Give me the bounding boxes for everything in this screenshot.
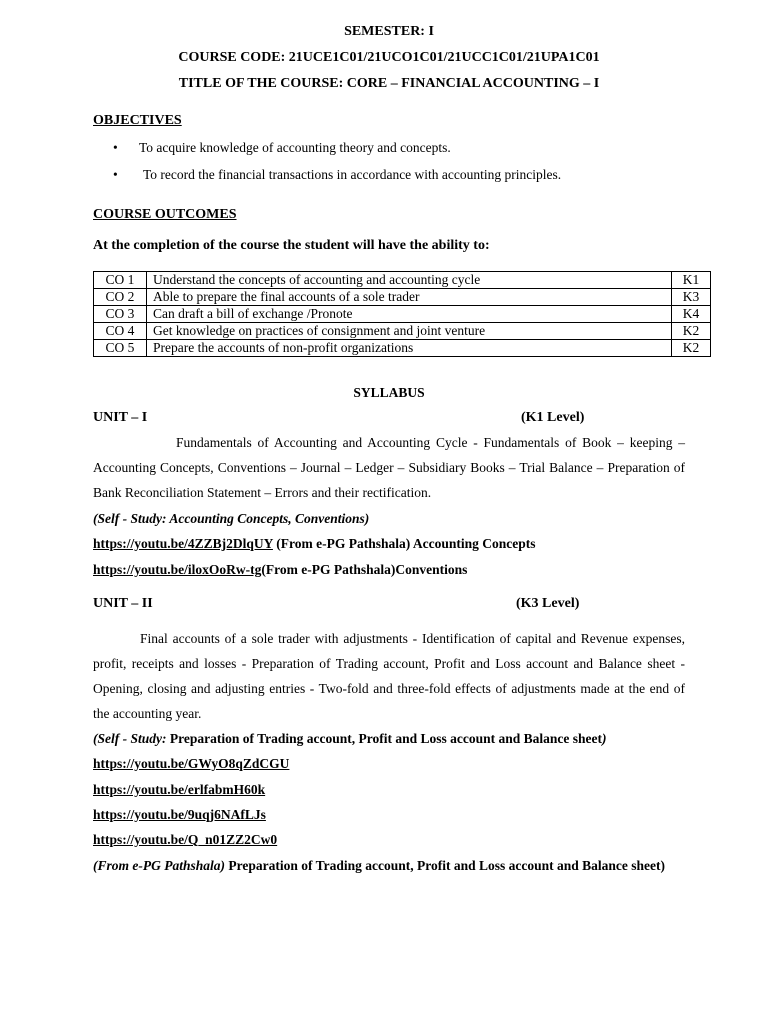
co-description: Can draft a bill of exchange /Pronote xyxy=(147,306,672,323)
co-description: Understand the concepts of accounting and accounting cycle xyxy=(147,272,672,289)
unit-1-link-row-2 xyxy=(93,562,467,578)
unit-2-title: UNIT – II xyxy=(93,596,153,611)
objective-item xyxy=(113,167,561,183)
unit-1-self-study: (Self - Study: Accounting Concepts, Conventions) xyxy=(93,511,370,526)
youtube-link[interactable]: https://youtu.be/9uqj6NAfLJs xyxy=(93,807,266,822)
table-row xyxy=(94,306,711,323)
unit-2-self-study: (Self - Study: Preparation of Trading account, Profit and Loss account and Balance sheet) xyxy=(93,731,607,746)
epg-label: (From e-PG Pathshala) xyxy=(93,858,226,873)
unit-1-heading xyxy=(93,410,685,426)
link-note: (From e-PG Pathshala)Conventions xyxy=(261,562,468,577)
co-id: CO 1 xyxy=(94,272,147,289)
table-row xyxy=(94,289,711,306)
objective-item xyxy=(113,140,451,156)
unit-1-title: UNIT – I xyxy=(93,410,148,425)
youtube-link[interactable]: https://youtu.be/erlfabmH60k xyxy=(93,782,266,797)
semester-heading: SEMESTER: I xyxy=(344,24,434,39)
table-row xyxy=(94,272,711,289)
table-row xyxy=(94,323,711,340)
outcomes-intro: At the completion of the course the student will have the ability to: xyxy=(93,238,490,253)
unit-1-link-row-1 xyxy=(93,536,536,552)
k-level: K1 xyxy=(672,272,711,289)
unit-2-epg-note xyxy=(93,853,685,878)
unit-1-content: Fundamentals of Accounting and Accounting Cycle - Fundamentals of Book – keeping – Accounting Concepts, Conventions – Journal – Ledger – Subsidiary Books – Trial Balance – Preparation of Bank Reconciliation Statement – Errors and their rectification. xyxy=(93,435,685,500)
unit-1-level: (K1 Level) xyxy=(521,410,585,425)
co-description: Prepare the accounts of non-profit organizations xyxy=(147,340,672,357)
youtube-link[interactable]: https://youtu.be/4ZZBj2DlqUY xyxy=(93,536,273,551)
course-outcomes-table xyxy=(93,271,711,357)
unit-2-level: (K3 Level) xyxy=(516,596,580,611)
k-level: K4 xyxy=(672,306,711,323)
co-id: CO 5 xyxy=(94,340,147,357)
epg-text: Preparation of Trading account, Profit and Loss account and Balance sheet) xyxy=(225,858,666,873)
table-row xyxy=(94,340,711,357)
self-study-label: Self - Study: xyxy=(97,731,167,746)
youtube-link[interactable]: https://youtu.be/Q_n01ZZ2Cw0 xyxy=(93,832,278,847)
course-outcomes-title: COURSE OUTCOMES xyxy=(93,207,237,222)
syllabus-title: SYLLABUS xyxy=(353,385,425,400)
unit-2-content: Final accounts of a sole trader with adjustments - Identification of capital and Revenue expenses, profit, receipts and losses - Preparation of Trading account, Profit and Loss account and Balance sheet - Opening, closing and adjusting entries - Two-fold and three-fold effects of adjustments made at the end of the accounting year. xyxy=(93,631,685,721)
co-id: CO 4 xyxy=(94,323,147,340)
objectives-title: OBJECTIVES xyxy=(93,113,182,128)
objective-text: To record the financial transactions in accordance with accounting principles. xyxy=(143,167,562,182)
co-id: CO 2 xyxy=(94,289,147,306)
link-note: (From e-PG Pathshala) Accounting Concepts xyxy=(272,536,536,551)
bullet-icon: • xyxy=(113,167,118,182)
course-code-heading: COURSE CODE: 21UCE1C01/21UCO1C01/21UCC1C01/21UPA1C01 xyxy=(178,50,600,65)
bullet-icon: • xyxy=(113,140,118,155)
self-study-text: Preparation of Trading account, Profit and Loss account and Balance sheet xyxy=(166,731,603,746)
objective-text: To acquire knowledge of accounting theory and concepts. xyxy=(139,140,451,155)
youtube-link[interactable]: https://youtu.be/GWyO8qZdCGU xyxy=(93,756,290,771)
co-id: CO 3 xyxy=(94,306,147,323)
youtube-link[interactable]: https://youtu.be/iloxOoRw-tg xyxy=(93,562,262,577)
co-description: Able to prepare the final accounts of a sole trader xyxy=(147,289,672,306)
course-title-heading: TITLE OF THE COURSE: CORE – FINANCIAL ACCOUNTING – I xyxy=(178,76,600,91)
k-level: K2 xyxy=(672,323,711,340)
k-level: K2 xyxy=(672,340,711,357)
co-description: Get knowledge on practices of consignment and joint venture xyxy=(147,323,672,340)
unit-2-heading xyxy=(93,596,685,612)
k-level: K3 xyxy=(672,289,711,306)
